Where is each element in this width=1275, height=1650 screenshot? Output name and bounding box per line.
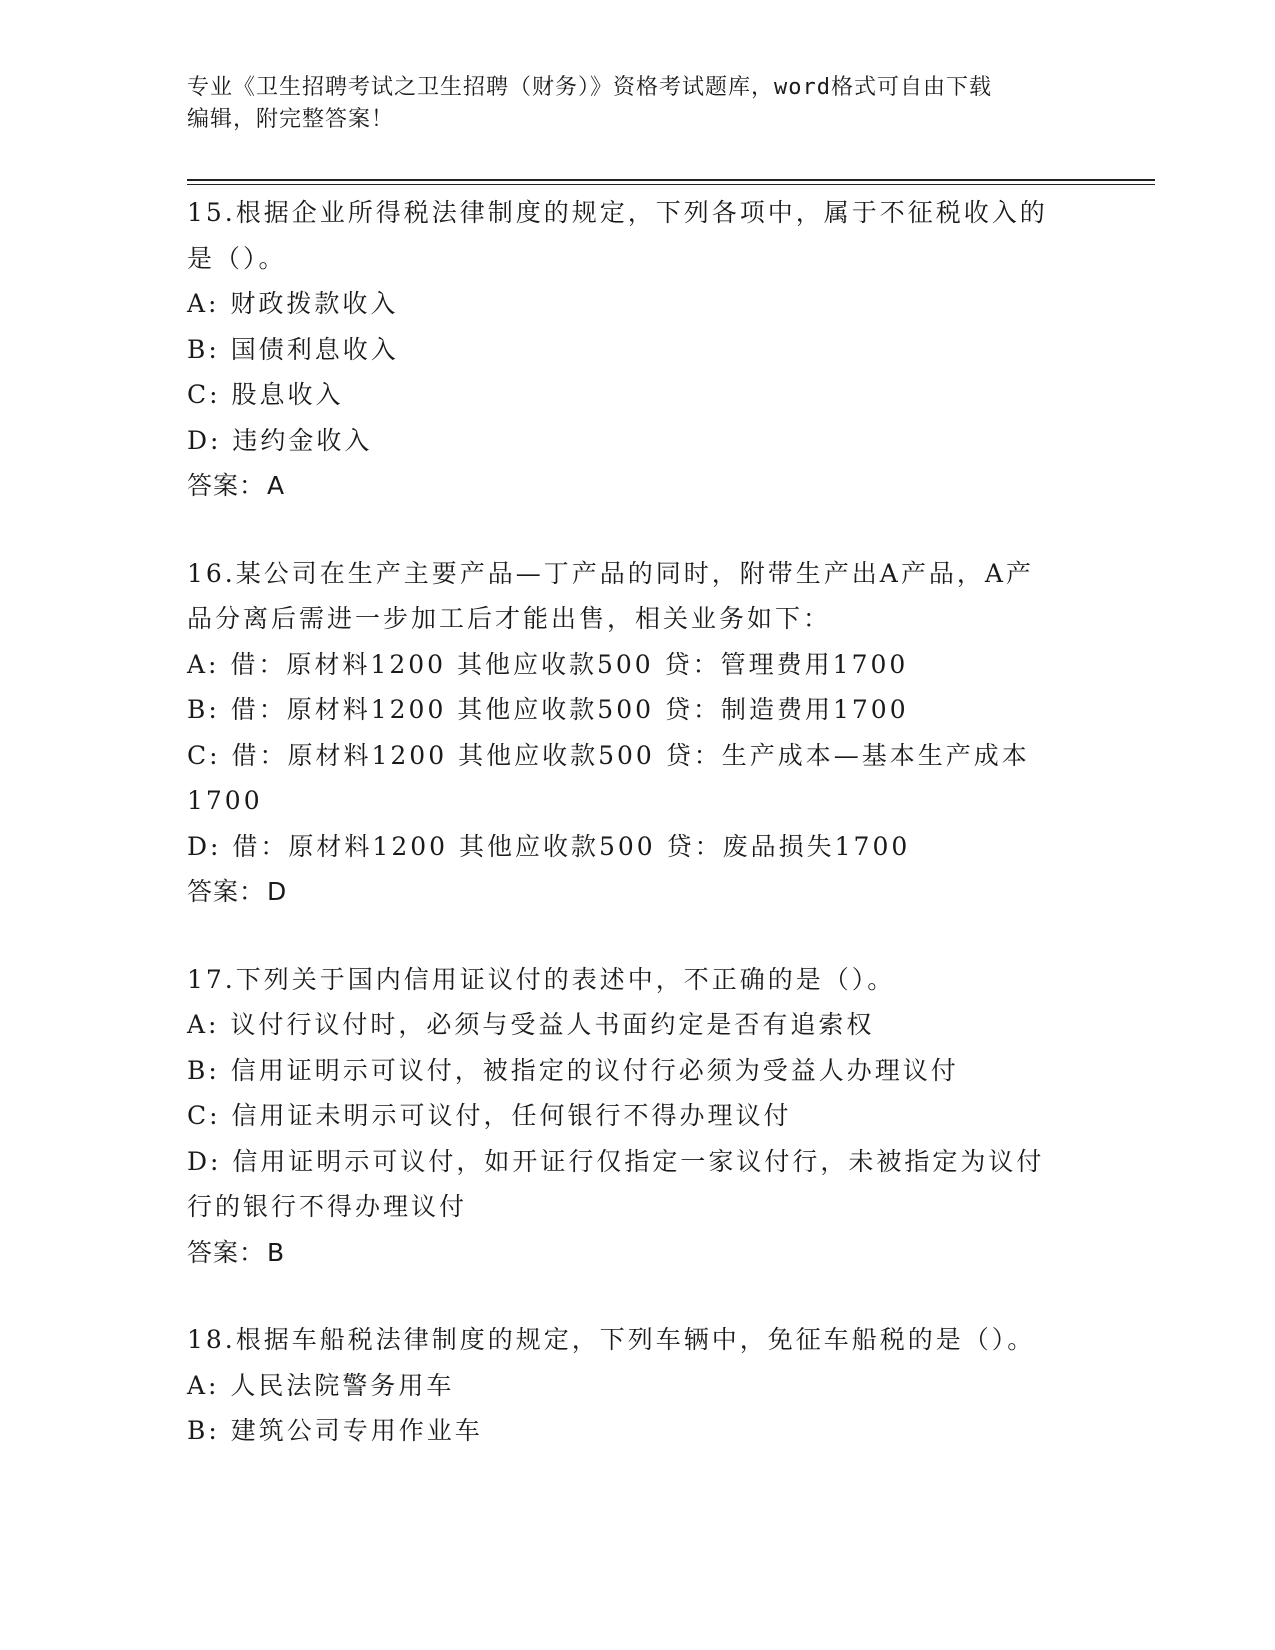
answer-value: D: [267, 877, 288, 906]
answer-line: [187, 1230, 1087, 1276]
question-stem: 17.下列关于国内信用证议付的表述中，不正确的是（）。: [187, 964, 896, 994]
header-divider: [187, 179, 1155, 181]
option-c: C: 信用证未明示可议付，任何银行不得办理议付: [187, 1101, 792, 1130]
option-b: B: 建筑公司专用作业车: [187, 1416, 483, 1445]
document-header: [187, 72, 1067, 136]
header-divider-thin: [187, 184, 1155, 185]
header-line: 专业《卫生招聘考试之卫生招聘（财务）》资格考试题库，word格式可自由下载: [187, 75, 992, 100]
option-a: A: 人民法院警务用车: [187, 1370, 455, 1400]
answer-line: [187, 869, 1087, 915]
question-stem: 18.根据车船税法律制度的规定，下列车辆中，免征车船税的是（）。: [187, 1325, 1036, 1354]
question-stem: 15.根据企业所得税法律制度的规定，下列各项中，属于不征税收入的: [187, 198, 1048, 227]
option-c: C: 股息收入: [187, 380, 344, 409]
option-a: A: 议付行议付时，必须与受益人书面约定是否有追索权: [187, 1010, 875, 1039]
option-d-continued: 行的银行不得办理议付: [187, 1192, 468, 1221]
answer-value: B: [267, 1237, 286, 1267]
option-b: B: 国债利息收入: [187, 334, 399, 364]
header-line: 编辑，附完整答案！: [187, 107, 395, 132]
question-stem: 品分离后需进一步加工后才能出售，相关业务如下：: [187, 604, 832, 633]
question-17: [187, 957, 1087, 1276]
question-16: [187, 551, 1087, 915]
option-b: B: 信用证明示可议付，被指定的议付行必须为受益人办理议付: [187, 1055, 959, 1085]
answer-value: A: [267, 471, 286, 500]
option-d: D: 信用证明示可议付，如开证行仅指定一家议付行，未被指定为议付: [187, 1146, 1045, 1176]
option-c-continued: 1700: [187, 786, 263, 815]
answer-label: 答案：: [187, 1237, 266, 1267]
option-c: C: 借：原材料1200 其他应收款500 贷：生产成本—基本生产成本: [187, 740, 1030, 770]
answer-label: 答案：: [187, 877, 266, 906]
option-a: A: 借：原材料1200 其他应收款500 贷：管理费用1700: [187, 649, 909, 679]
question-15: [187, 190, 1087, 509]
question-stem: 是（）。: [187, 243, 287, 273]
option-d: D: 借：原材料1200 其他应收款500 贷：废品损失1700: [187, 831, 911, 861]
option-d: D: 违约金收入: [187, 425, 373, 455]
question-stem: 16.某公司在生产主要产品—丁产品的同时，附带生产出A产品，A产: [187, 558, 1034, 588]
question-list: [187, 190, 1087, 1496]
answer-line: [187, 463, 1087, 509]
question-18: [187, 1317, 1087, 1454]
option-a: A: 财政拨款收入: [187, 289, 399, 318]
option-b: B: 借：原材料1200 其他应收款500 贷：制造费用1700: [187, 695, 909, 724]
answer-label: 答案：: [187, 471, 266, 500]
